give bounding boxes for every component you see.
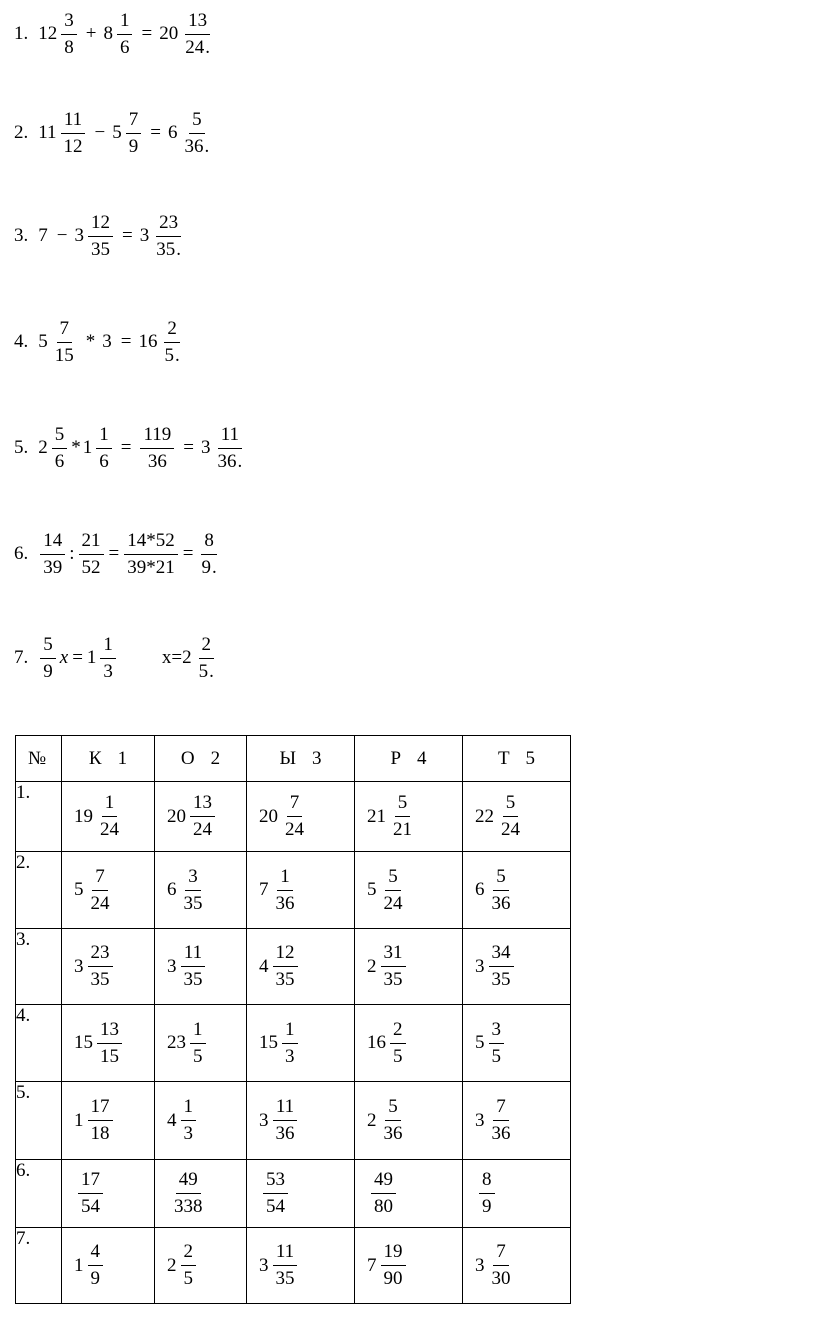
whole-part: 5 — [74, 879, 84, 900]
whole-part: 1 — [74, 1109, 84, 1131]
numerator: 17 — [88, 1094, 113, 1121]
answer-cell — [355, 1005, 463, 1082]
answer-cell — [62, 1228, 155, 1304]
answer-cell — [62, 782, 155, 852]
answer-cell — [247, 929, 355, 1005]
answer-cell — [247, 1005, 355, 1082]
denominator: 30 — [491, 1268, 511, 1289]
numerator: 3 — [185, 864, 201, 891]
answer-option — [155, 790, 246, 843]
answer-cell — [155, 929, 247, 1005]
whole-part: 2 — [367, 955, 377, 977]
equals-sign: = — [120, 437, 132, 458]
whole-part: 15 — [74, 1032, 93, 1053]
mixed-number: 1 $\frac{1}{3}$ — [87, 632, 118, 685]
problem-number: 5. — [14, 437, 29, 458]
whole-part: 3 — [475, 1254, 485, 1276]
header-cell: О 2 — [155, 736, 247, 782]
numerator: 49 — [176, 1167, 201, 1194]
fraction: $\frac{5}{6}$ — [52, 422, 68, 475]
problem-3 — [14, 206, 186, 266]
header-cell: Р 4 — [355, 736, 463, 782]
whole-part: 20 — [259, 805, 278, 827]
fraction — [181, 1094, 197, 1147]
numerator: 1 — [282, 1017, 298, 1044]
fraction — [489, 940, 514, 993]
problem-number: 4. — [14, 331, 29, 352]
answer-cell — [355, 929, 463, 1005]
answer-cell — [62, 1005, 155, 1082]
equals-sign: = — [72, 647, 83, 668]
row-number: 1. — [16, 782, 62, 852]
variable: x — [59, 647, 69, 668]
fraction: $\frac{12}{35}$ — [88, 210, 113, 263]
answer-option — [355, 790, 462, 843]
answers-table — [15, 735, 571, 1304]
numerator: 8 — [479, 1167, 495, 1194]
numerator: 13 — [190, 790, 215, 817]
result: 3 $\frac{23}{35.}$ — [140, 210, 186, 263]
fraction: $\frac{1}{6}$ — [96, 422, 112, 475]
answer-cell — [247, 1082, 355, 1160]
fraction — [498, 790, 523, 843]
problem-number: 7. — [14, 647, 29, 668]
numerator: 23 — [88, 940, 113, 967]
header-cell: К 1 — [62, 736, 155, 782]
mixed-number: 5 $\frac{7}{15}$ — [38, 316, 79, 369]
numerator: 2 — [181, 1239, 197, 1266]
fraction: $\frac{11}{36.}$ — [217, 423, 243, 472]
answer-option — [355, 1094, 462, 1147]
numerator: 5 — [385, 1094, 401, 1121]
whole-part: 3 — [259, 1109, 269, 1131]
whole-part: 20 — [167, 805, 186, 827]
denominator: 54 — [266, 1196, 285, 1217]
result: 16 $\frac{2}{5.}$ — [138, 316, 184, 369]
equals-sign: = — [182, 543, 194, 564]
equals-sign: = — [141, 23, 153, 44]
fraction — [390, 790, 415, 843]
numerator: 4 — [88, 1239, 104, 1266]
answer-option — [247, 1167, 354, 1220]
whole-part: 3 — [167, 955, 177, 977]
denominator: 24 — [193, 819, 212, 840]
whole-part: 4 — [167, 1109, 177, 1131]
result: 3 $\frac{11}{36.}$ — [201, 422, 247, 475]
denominator: 5 — [183, 1268, 193, 1289]
table-row — [16, 1228, 571, 1304]
numerator: 17 — [78, 1167, 103, 1194]
fraction: $\frac{5}{36.}$ — [184, 108, 210, 157]
denominator: 36 — [491, 892, 511, 914]
answer-option — [155, 864, 246, 917]
improper-fraction: $\frac{119}{36}$ — [140, 422, 174, 475]
numerator: 11 — [273, 1239, 297, 1266]
fraction — [273, 864, 298, 917]
row-number: 2. — [16, 852, 62, 929]
fraction — [489, 1094, 514, 1147]
whole-part: 5 — [475, 1032, 485, 1053]
whole-number: 3 — [102, 331, 112, 352]
row-number: 6. — [16, 1160, 62, 1228]
answer-option — [355, 940, 462, 993]
answer-label: x= — [161, 647, 183, 668]
whole-part: 21 — [367, 805, 386, 827]
denominator: 36 — [275, 892, 295, 914]
problem-5 — [14, 418, 247, 478]
fraction — [88, 1239, 104, 1292]
denominator: 35 — [275, 1268, 295, 1289]
table-header-row — [16, 736, 571, 782]
denominator: 9 — [90, 1268, 100, 1289]
denominator: 35 — [275, 969, 295, 990]
fraction — [390, 1017, 406, 1070]
fraction — [282, 790, 307, 843]
row-number: 7. — [16, 1228, 62, 1304]
fraction — [97, 790, 122, 843]
product-fraction: $\frac{14*52}{39*21}$ — [124, 528, 178, 581]
denominator: 35 — [90, 969, 110, 990]
answer-option — [355, 1239, 462, 1292]
fraction — [78, 1167, 103, 1220]
equals-sign: = — [121, 225, 133, 246]
denominator: 35 — [383, 969, 403, 990]
numerator: 12 — [273, 940, 298, 967]
denominator: 36 — [491, 1123, 511, 1144]
mixed-number: 8 $\frac{1}{6}$ — [103, 8, 134, 61]
numerator: 11 — [273, 1094, 297, 1121]
numerator: 1 — [190, 1017, 206, 1044]
answer-option — [62, 1239, 154, 1292]
header-cell: Т 5 — [463, 736, 571, 782]
problem-2 — [14, 103, 214, 163]
answer-cell — [355, 782, 463, 852]
table-row — [16, 1005, 571, 1082]
answer-cell — [155, 1005, 247, 1082]
denominator: 24 — [100, 819, 119, 840]
problem-7 — [14, 628, 219, 688]
mixed-number: 12 $\frac{3}{8}$ — [38, 8, 79, 61]
problem-number: 1. — [14, 23, 29, 44]
numerator: 34 — [489, 940, 514, 967]
header-number: № — [16, 736, 62, 782]
whole-number: 7 — [38, 225, 48, 246]
table-row — [16, 782, 571, 852]
fraction — [273, 1239, 298, 1292]
mixed-number: 5 $\frac{7}{9}$ — [112, 107, 143, 160]
operator: : — [69, 543, 75, 564]
numerator: 1 — [277, 864, 293, 891]
denominator: 54 — [81, 1196, 100, 1217]
fraction: $\frac{1}{3}$ — [100, 632, 116, 685]
equals-sign: = — [108, 543, 120, 564]
denominator: 15 — [100, 1045, 119, 1067]
answer-cell — [463, 852, 571, 929]
numerator: 7 — [493, 1239, 509, 1266]
result: 20 $\frac{13}{24.}$ — [159, 8, 215, 61]
fraction: $\frac{13}{24.}$ — [185, 9, 210, 58]
answer-option — [463, 790, 570, 843]
fraction: $\frac{14}{39}$ — [40, 528, 65, 581]
answer-option — [355, 1167, 462, 1220]
answer-option — [247, 940, 354, 993]
whole-part: 22 — [475, 805, 494, 827]
whole-part: 19 — [74, 805, 93, 827]
numerator: 5 — [503, 790, 519, 817]
whole-part: 15 — [259, 1032, 278, 1053]
denominator: 18 — [90, 1123, 110, 1144]
result: 2 $\frac{2}{5.}$ — [182, 632, 219, 685]
fraction — [273, 1094, 298, 1147]
whole-part: 16 — [367, 1032, 386, 1053]
numerator: 31 — [381, 940, 406, 967]
answer-cell — [355, 1082, 463, 1160]
problem-6 — [14, 524, 222, 584]
answer-cell — [355, 1228, 463, 1304]
whole-part: 1 — [74, 1254, 84, 1276]
answer-option — [62, 1017, 154, 1070]
fraction — [171, 1167, 206, 1220]
answer-cell — [247, 852, 355, 929]
answer-option — [62, 864, 154, 917]
table-row — [16, 852, 571, 929]
fraction: $\frac{5}{9}$ — [40, 632, 56, 685]
denominator: 35 — [491, 969, 511, 990]
answer-cell — [355, 852, 463, 929]
answer-cell — [155, 782, 247, 852]
fraction — [381, 940, 406, 993]
denominator: 90 — [383, 1268, 403, 1289]
whole-part: 7 — [259, 879, 269, 900]
fraction — [88, 1094, 113, 1147]
whole-part: 3 — [475, 1109, 485, 1131]
denominator: 24 — [501, 819, 520, 840]
denominator: 35 — [183, 892, 203, 914]
denominator: 5 — [193, 1045, 203, 1067]
fraction — [371, 1167, 396, 1220]
fraction — [181, 940, 206, 993]
answer-option — [355, 1017, 462, 1070]
answer-option — [62, 790, 154, 843]
fraction: $\frac{21}{52}$ — [79, 528, 104, 581]
whole-part: 2 — [167, 1254, 177, 1276]
numerator: 5 — [395, 790, 411, 817]
answer-cell — [62, 929, 155, 1005]
numerator: 7 — [493, 1094, 509, 1121]
denominator: 36 — [275, 1123, 295, 1144]
numerator: 11 — [181, 940, 205, 967]
answer-cell — [62, 852, 155, 929]
operator: * — [85, 331, 96, 352]
answer-option — [155, 1239, 246, 1292]
result: 6 $\frac{5}{36.}$ — [168, 107, 214, 160]
fraction — [88, 864, 113, 917]
fraction: $\frac{3}{8}$ — [61, 8, 77, 61]
answer-option — [247, 1094, 354, 1147]
fraction: $\frac{1}{6}$ — [117, 8, 133, 61]
denominator: 338 — [174, 1196, 203, 1217]
answer-cell — [155, 1160, 247, 1228]
answer-option — [247, 864, 354, 917]
denominator: 5 — [393, 1045, 403, 1067]
mixed-number: 3 $\frac{12}{35}$ — [74, 210, 115, 263]
numerator: 49 — [371, 1167, 396, 1194]
answer-option — [62, 1094, 154, 1147]
fraction — [97, 1017, 122, 1070]
fraction: $\frac{11}{12}$ — [61, 107, 86, 160]
operator: − — [94, 122, 106, 143]
answer-cell — [155, 852, 247, 929]
whole-part: 3 — [475, 955, 485, 977]
fraction — [381, 1239, 406, 1292]
row-number: 4. — [16, 1005, 62, 1082]
header-cell: Ы 3 — [247, 736, 355, 782]
numerator: 1 — [102, 790, 118, 817]
fraction — [381, 864, 406, 917]
fraction — [273, 940, 298, 993]
mixed-number: 11 $\frac{11}{12}$ — [38, 107, 87, 160]
answer-cell — [463, 1082, 571, 1160]
whole-part: 6 — [167, 879, 177, 900]
answer-option — [62, 1167, 154, 1220]
denominator: 3 — [183, 1123, 193, 1144]
answer-cell — [463, 782, 571, 852]
answer-option — [155, 1094, 246, 1147]
answer-option — [463, 1094, 570, 1147]
fraction: $\frac{7}{15}$ — [54, 317, 74, 366]
answer-cell — [62, 1082, 155, 1160]
fraction — [381, 1094, 406, 1147]
numerator: 53 — [263, 1167, 288, 1194]
fraction — [479, 1167, 495, 1220]
whole-part: 23 — [167, 1032, 186, 1053]
numerator: 1 — [181, 1094, 197, 1121]
operator: * — [71, 437, 81, 458]
fraction — [181, 1239, 197, 1292]
answer-option — [463, 1017, 570, 1070]
fraction — [489, 1239, 514, 1292]
whole-part: 2 — [367, 1109, 377, 1131]
fraction — [190, 1017, 206, 1070]
answer-cell — [355, 1160, 463, 1228]
answer-option — [247, 1239, 354, 1292]
mixed-number: 1 $\frac{1}{6}$ — [83, 422, 114, 475]
whole-part: 5 — [367, 879, 377, 900]
fraction — [489, 864, 514, 917]
answer-option — [155, 1167, 246, 1220]
table-row — [16, 1082, 571, 1160]
numerator: 3 — [489, 1017, 505, 1044]
fraction: $\frac{7}{9}$ — [126, 107, 142, 160]
whole-part: 3 — [74, 955, 84, 977]
table-row — [16, 1160, 571, 1228]
fraction — [263, 1167, 288, 1220]
row-number: 5. — [16, 1082, 62, 1160]
fraction — [190, 790, 215, 843]
answer-cell — [155, 1082, 247, 1160]
mixed-number: 2 $\frac{5}{6}$ — [38, 422, 69, 475]
numerator: 7 — [92, 864, 108, 891]
denominator: 5 — [491, 1045, 501, 1067]
whole-part: 4 — [259, 955, 269, 977]
answer-cell — [247, 782, 355, 852]
answer-cell — [155, 1228, 247, 1304]
operator: − — [56, 225, 68, 246]
answer-cell — [463, 1005, 571, 1082]
answer-cell — [247, 1228, 355, 1304]
answer-option — [62, 940, 154, 993]
denominator: 21 — [393, 819, 412, 840]
answer-option — [463, 1167, 570, 1220]
fraction: $\frac{2}{5.}$ — [198, 633, 214, 682]
problem-number: 3. — [14, 225, 29, 246]
problem-number: 6. — [14, 543, 29, 564]
answer-option — [463, 1239, 570, 1292]
answer-cell — [247, 1160, 355, 1228]
problem-1 — [14, 4, 215, 64]
whole-part: 3 — [259, 1254, 269, 1276]
answer-option — [463, 940, 570, 993]
numerator: 7 — [287, 790, 303, 817]
answer-option — [355, 864, 462, 917]
denominator: 24 — [285, 819, 304, 840]
equals-sign: = — [120, 331, 132, 352]
fraction — [282, 1017, 298, 1070]
row-number: 3. — [16, 929, 62, 1005]
denominator: 24 — [90, 892, 110, 914]
fraction: $\frac{23}{35.}$ — [156, 211, 181, 260]
answer-option — [247, 790, 354, 843]
numerator: 19 — [381, 1239, 406, 1266]
fraction — [489, 1017, 505, 1070]
numerator: 2 — [390, 1017, 406, 1044]
answer-option — [247, 1017, 354, 1070]
numerator: 5 — [493, 864, 509, 891]
result: $\frac{8}{9.}$ — [201, 529, 217, 578]
problem-number: 2. — [14, 122, 29, 143]
equals-sign: = — [183, 437, 194, 458]
equals-sign: = — [150, 122, 161, 143]
whole-part: 7 — [367, 1254, 377, 1276]
numerator: 13 — [97, 1017, 122, 1044]
denominator: 9 — [482, 1196, 492, 1217]
table-row — [16, 929, 571, 1005]
answer-cell — [463, 929, 571, 1005]
whole-part: 6 — [475, 879, 485, 900]
fraction — [181, 864, 206, 917]
answer-cell — [463, 1228, 571, 1304]
operator: + — [85, 23, 97, 44]
answer-option — [155, 1017, 246, 1070]
denominator: 35 — [183, 969, 203, 990]
problem-4 — [14, 312, 185, 372]
fraction: $\frac{2}{5.}$ — [164, 317, 180, 366]
answer-option — [463, 864, 570, 917]
denominator: 3 — [285, 1045, 295, 1067]
numerator: 5 — [385, 864, 401, 891]
denominator: 80 — [374, 1196, 393, 1217]
denominator: 36 — [383, 1123, 403, 1144]
answer-option — [155, 940, 246, 993]
answer-cell — [62, 1160, 155, 1228]
denominator: 24 — [383, 892, 403, 914]
answer-cell — [463, 1160, 571, 1228]
fraction — [88, 940, 113, 993]
